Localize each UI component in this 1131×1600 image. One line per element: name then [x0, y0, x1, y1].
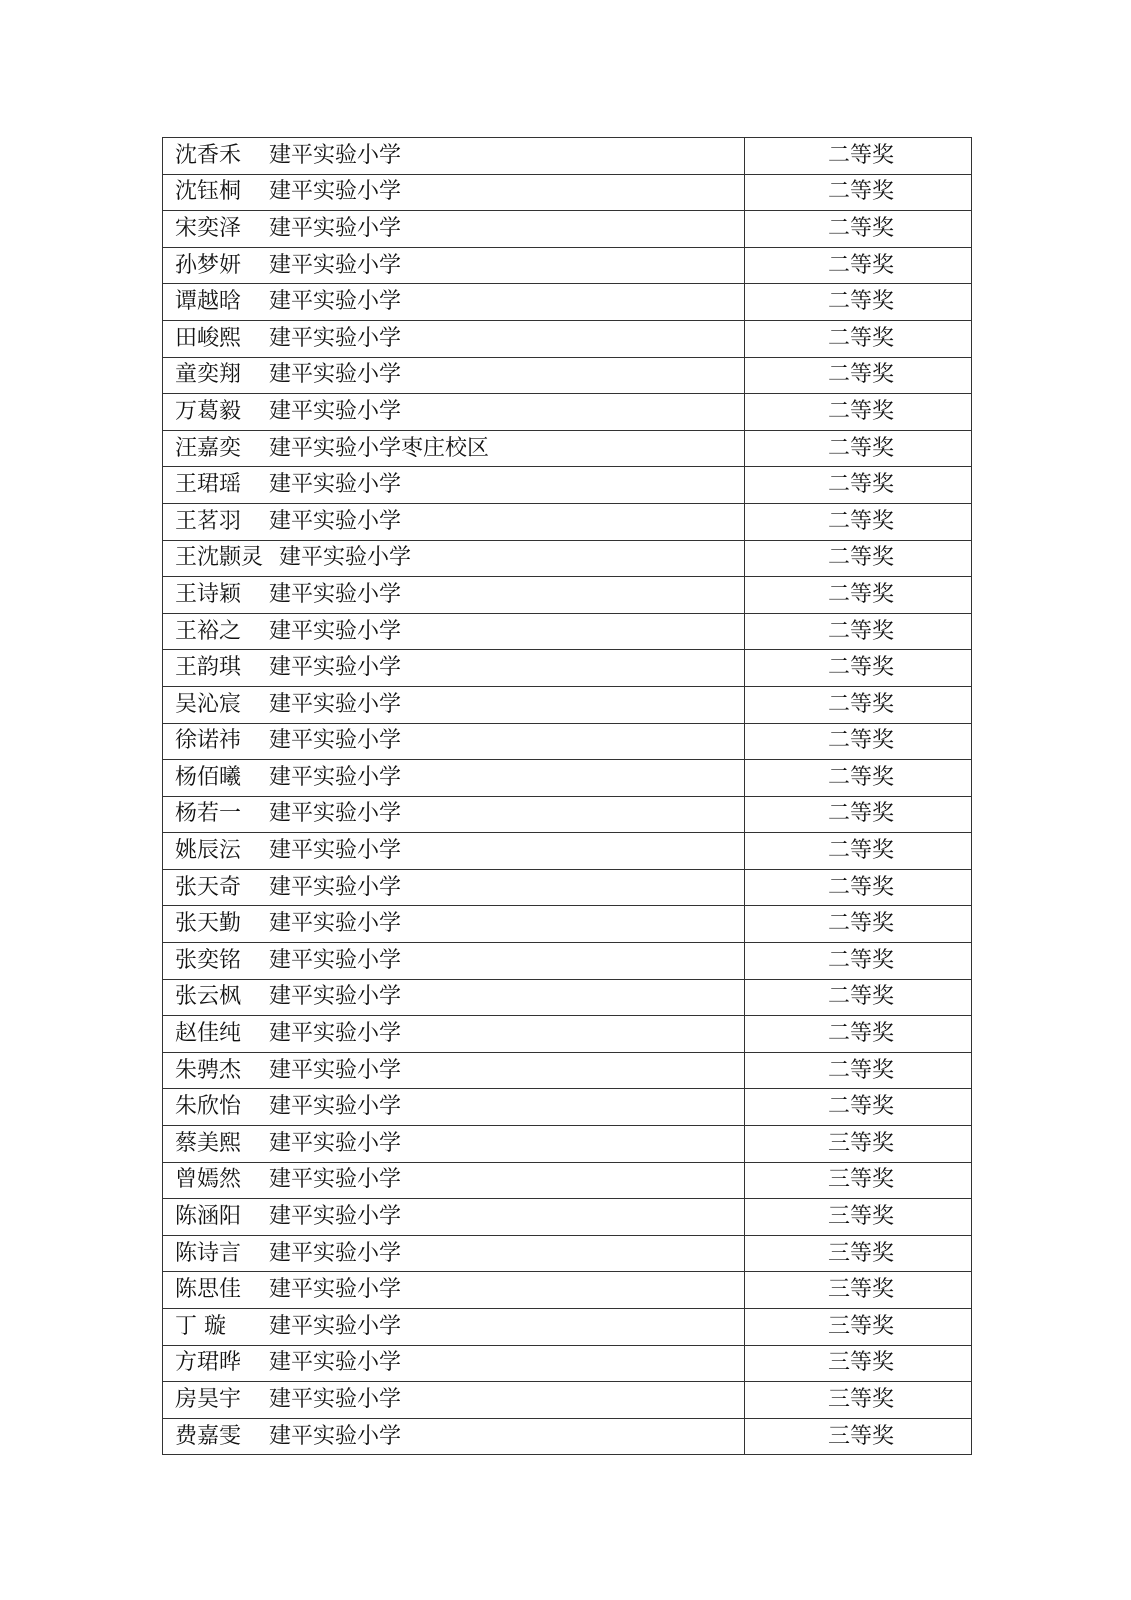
award-level: 二等奖 [745, 1089, 972, 1126]
award-level: 三等奖 [745, 1272, 972, 1309]
table-row [163, 1382, 972, 1419]
school-name: 建平实验小学 [269, 801, 402, 827]
student-name: 徐诺祎 [175, 728, 242, 754]
table-row [163, 760, 972, 797]
award-level: 二等奖 [745, 723, 972, 760]
student-cell [163, 540, 745, 577]
school-name: 建平实验小学 [269, 1094, 402, 1120]
school-name: 建平实验小学 [269, 289, 402, 315]
student-name: 王裕之 [175, 618, 242, 644]
award-level: 二等奖 [745, 869, 972, 906]
school-name: 建平实验小学 [269, 142, 402, 168]
table-row [163, 357, 972, 394]
student-cell [163, 1052, 745, 1089]
student-cell [163, 394, 745, 431]
award-level: 二等奖 [745, 979, 972, 1016]
student-cell [163, 796, 745, 833]
table-row [163, 1126, 972, 1163]
award-level: 三等奖 [745, 1418, 972, 1455]
school-name: 建平实验小学 [269, 252, 402, 278]
student-cell [163, 1418, 745, 1455]
table-row [163, 394, 972, 431]
table-row [163, 1199, 972, 1236]
school-name: 建平实验小学 [269, 362, 402, 388]
table-row [163, 320, 972, 357]
school-name: 建平实验小学 [269, 911, 402, 937]
table-row [163, 174, 972, 211]
award-level: 二等奖 [745, 1052, 972, 1089]
award-level: 二等奖 [745, 833, 972, 870]
school-name: 建平实验小学 [269, 1277, 402, 1303]
student-cell [163, 906, 745, 943]
student-cell [163, 174, 745, 211]
student-name: 朱欣怡 [175, 1094, 242, 1120]
student-cell [163, 869, 745, 906]
table-row [163, 1309, 972, 1346]
school-name: 建平实验小学 [269, 1350, 402, 1376]
table-row [163, 430, 972, 467]
award-level: 二等奖 [745, 320, 972, 357]
table-row [163, 943, 972, 980]
student-cell [163, 467, 745, 504]
student-cell [163, 979, 745, 1016]
school-name: 建平实验小学 [269, 1423, 402, 1449]
award-level: 二等奖 [745, 650, 972, 687]
school-name: 建平实验小学 [269, 1021, 402, 1047]
student-name: 蔡美熙 [175, 1130, 242, 1156]
student-cell [163, 1309, 745, 1346]
student-cell [163, 284, 745, 321]
student-name: 陈思佳 [175, 1277, 242, 1303]
school-name: 建平实验小学 [269, 1386, 402, 1412]
student-cell [163, 247, 745, 284]
student-name: 杨若一 [175, 801, 242, 827]
award-level: 二等奖 [745, 577, 972, 614]
school-name: 建平实验小学 [269, 874, 402, 900]
school-name: 建平实验小学 [269, 764, 402, 790]
school-name: 建平实验小学 [279, 545, 412, 571]
student-cell [163, 1016, 745, 1053]
school-name: 建平实验小学 [269, 1057, 402, 1083]
table-row [163, 1162, 972, 1199]
award-level: 二等奖 [745, 138, 972, 175]
school-name: 建平实验小学 [269, 179, 402, 205]
award-level: 二等奖 [745, 796, 972, 833]
student-cell [163, 1272, 745, 1309]
award-level: 二等奖 [745, 247, 972, 284]
student-name: 朱骋杰 [175, 1057, 242, 1083]
student-cell [163, 577, 745, 614]
table-row [163, 1016, 972, 1053]
school-name: 建平实验小学 [269, 398, 402, 424]
student-name: 陈诗言 [175, 1240, 242, 1266]
school-name: 建平实验小学 [269, 1240, 402, 1266]
student-name: 宋奕泽 [175, 215, 242, 241]
award-level: 二等奖 [745, 430, 972, 467]
award-level: 三等奖 [745, 1309, 972, 1346]
school-name: 建平实验小学 [269, 508, 402, 534]
table-row [163, 1089, 972, 1126]
student-name: 杨佰曦 [175, 764, 242, 790]
student-name: 曾嫣然 [175, 1167, 242, 1193]
award-list-table [162, 137, 972, 1455]
award-level: 二等奖 [745, 760, 972, 797]
school-name: 建平实验小学枣庄校区 [269, 435, 490, 461]
student-name: 张天奇 [175, 874, 242, 900]
student-name: 丁 璇 [175, 1313, 226, 1339]
student-cell [163, 1126, 745, 1163]
table-row [163, 1272, 972, 1309]
school-name: 建平实验小学 [269, 984, 402, 1010]
table-row [163, 211, 972, 248]
student-cell [163, 1089, 745, 1126]
student-name: 王沈颢灵 [175, 545, 264, 571]
student-cell [163, 833, 745, 870]
school-name: 建平实验小学 [269, 1130, 402, 1156]
student-cell [163, 503, 745, 540]
table-row [163, 1235, 972, 1272]
table-row [163, 1345, 972, 1382]
table-row [163, 650, 972, 687]
student-cell [163, 211, 745, 248]
table-row [163, 138, 972, 175]
student-name: 张天勤 [175, 911, 242, 937]
table-row [163, 284, 972, 321]
table-row [163, 503, 972, 540]
student-name: 房昊宇 [175, 1386, 242, 1412]
award-level: 二等奖 [745, 906, 972, 943]
award-level: 二等奖 [745, 467, 972, 504]
table-row [163, 1418, 972, 1455]
table-row [163, 247, 972, 284]
student-cell [163, 1199, 745, 1236]
student-cell [163, 320, 745, 357]
table-row [163, 833, 972, 870]
student-name: 陈涵阳 [175, 1204, 242, 1230]
school-name: 建平实验小学 [269, 1167, 402, 1193]
award-level: 三等奖 [745, 1235, 972, 1272]
award-level: 二等奖 [745, 1016, 972, 1053]
table-row [163, 467, 972, 504]
award-level: 二等奖 [745, 540, 972, 577]
student-name: 张云枫 [175, 984, 242, 1010]
student-cell [163, 686, 745, 723]
award-level: 三等奖 [745, 1345, 972, 1382]
award-level: 二等奖 [745, 686, 972, 723]
student-cell [163, 1162, 745, 1199]
award-level: 二等奖 [745, 613, 972, 650]
student-name: 谭越晗 [175, 289, 242, 315]
student-name: 汪嘉奕 [175, 435, 242, 461]
school-name: 建平实验小学 [269, 472, 402, 498]
award-level: 三等奖 [745, 1162, 972, 1199]
school-name: 建平实验小学 [269, 581, 402, 607]
table-row [163, 979, 972, 1016]
school-name: 建平实验小学 [269, 655, 402, 681]
table-row [163, 869, 972, 906]
table-row [163, 577, 972, 614]
student-name: 王珺瑶 [175, 472, 242, 498]
student-name: 吴沁宸 [175, 691, 242, 717]
school-name: 建平实验小学 [269, 691, 402, 717]
student-name: 沈香禾 [175, 142, 242, 168]
student-name: 赵佳纯 [175, 1021, 242, 1047]
student-name: 费嘉雯 [175, 1423, 242, 1449]
student-cell [163, 943, 745, 980]
student-cell [163, 138, 745, 175]
student-name: 方珺晔 [175, 1350, 242, 1376]
table-row [163, 540, 972, 577]
school-name: 建平实验小学 [269, 838, 402, 864]
student-name: 王茗羽 [175, 508, 242, 534]
student-name: 孙梦妍 [175, 252, 242, 278]
school-name: 建平实验小学 [269, 618, 402, 644]
school-name: 建平实验小学 [269, 947, 402, 973]
school-name: 建平实验小学 [269, 215, 402, 241]
award-level: 二等奖 [745, 211, 972, 248]
award-level: 三等奖 [745, 1382, 972, 1419]
table-row [163, 906, 972, 943]
student-name: 姚辰沄 [175, 838, 242, 864]
student-cell [163, 1382, 745, 1419]
table-row [163, 723, 972, 760]
award-level: 三等奖 [745, 1199, 972, 1236]
award-level: 二等奖 [745, 394, 972, 431]
table-row [163, 1052, 972, 1089]
student-name: 田峻熙 [175, 325, 242, 351]
award-level: 二等奖 [745, 284, 972, 321]
school-name: 建平实验小学 [269, 1313, 402, 1339]
student-cell [163, 650, 745, 687]
student-cell [163, 1235, 745, 1272]
student-name: 万葛毅 [175, 398, 242, 424]
table-row [163, 796, 972, 833]
student-name: 张奕铭 [175, 947, 242, 973]
student-cell [163, 613, 745, 650]
school-name: 建平实验小学 [269, 325, 402, 351]
table-row [163, 686, 972, 723]
student-name: 沈钰桐 [175, 179, 242, 205]
student-cell [163, 760, 745, 797]
student-cell [163, 723, 745, 760]
school-name: 建平实验小学 [269, 728, 402, 754]
table-row [163, 613, 972, 650]
award-level: 二等奖 [745, 357, 972, 394]
award-level: 三等奖 [745, 1126, 972, 1163]
student-cell [163, 430, 745, 467]
student-cell [163, 357, 745, 394]
award-level: 二等奖 [745, 943, 972, 980]
school-name: 建平实验小学 [269, 1204, 402, 1230]
award-level: 二等奖 [745, 174, 972, 211]
student-name: 王诗颖 [175, 581, 242, 607]
student-cell [163, 1345, 745, 1382]
student-name: 王韵琪 [175, 655, 242, 681]
award-level: 二等奖 [745, 503, 972, 540]
student-name: 童奕翔 [175, 362, 242, 388]
